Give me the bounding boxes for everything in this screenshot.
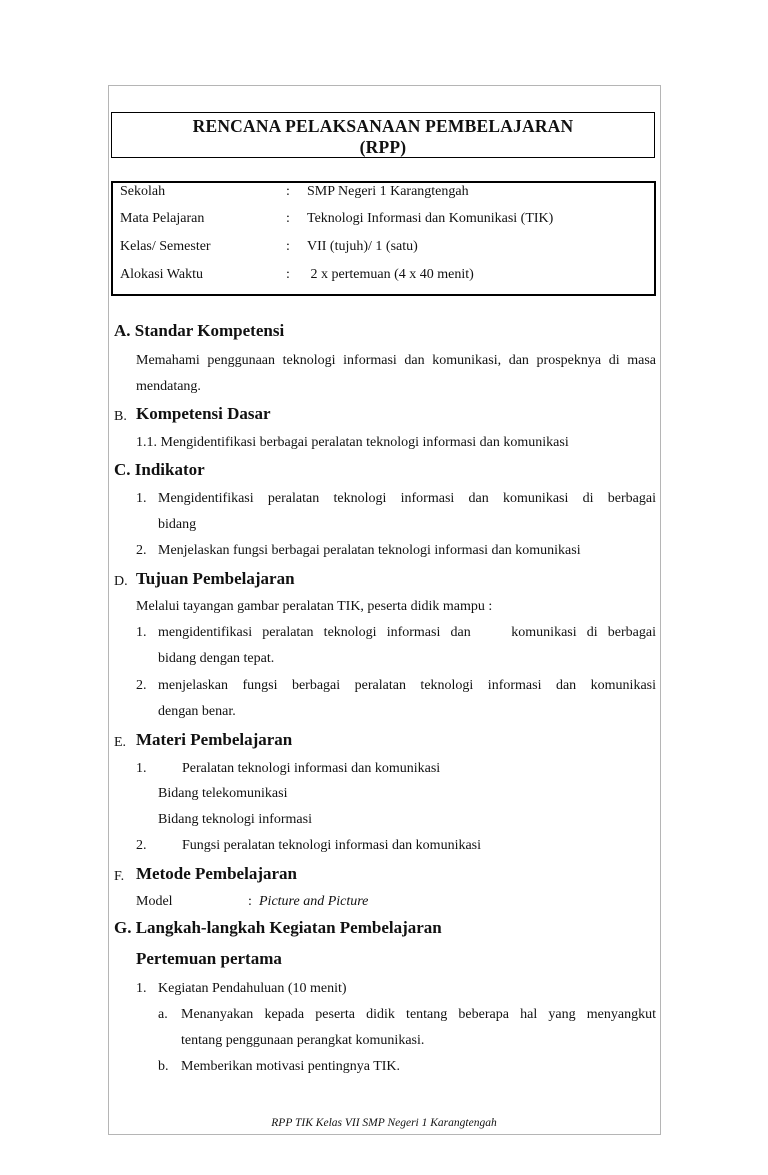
section-e-title: Materi Pembelajaran bbox=[136, 730, 293, 749]
list-text: Kegiatan Pendahuluan (10 menit) bbox=[158, 981, 347, 996]
sub-list-text: Bidang telekomunikasi bbox=[158, 786, 288, 801]
page-footer: RPP TIK Kelas VII SMP Negeri 1 Karangtengah bbox=[271, 1117, 497, 1129]
identity-colon: : bbox=[286, 267, 290, 282]
document-subtitle: (RPP) bbox=[359, 137, 407, 157]
list-number: 2. bbox=[136, 838, 147, 853]
document-title: RENCANA PELAKSANAAN PEMBELAJARAN bbox=[192, 116, 574, 136]
list-text: Fungsi peralatan teknologi informasi dan komunikasi bbox=[182, 838, 482, 853]
list-number: 2. bbox=[136, 678, 147, 693]
section-b-text: 1.1. Mengidentifikasi berbagai peralatan teknologi informasi dan komunikasi bbox=[136, 435, 569, 450]
list-number: 1. bbox=[136, 761, 147, 776]
list-text: bidang dengan tepat. bbox=[158, 651, 275, 666]
section-f-letter: F. bbox=[114, 869, 125, 884]
list-text: mengidentifikasi peralatan teknologi informasi dan komunikasi di berbagai bbox=[158, 625, 656, 640]
identity-label: Sekolah bbox=[120, 184, 166, 199]
section-f-title: Metode Pembelajaran bbox=[136, 864, 297, 883]
identity-colon: : bbox=[286, 239, 290, 254]
section-g-heading: G. Langkah-langkah Kegiatan Pembelajaran bbox=[114, 918, 442, 937]
sub-list-text: Menanyakan kepada peserta didik tentang beberapa hal yang menyangkut bbox=[181, 1007, 656, 1022]
identity-value: Teknologi Informasi dan Komunikasi (TIK) bbox=[307, 211, 554, 226]
sub-list-text: tentang penggunaan perangkat komunikasi. bbox=[181, 1033, 425, 1048]
section-d-title: Tujuan Pembelajaran bbox=[136, 569, 295, 588]
method-label: Model bbox=[136, 894, 173, 909]
identity-label: Mata Pelajaran bbox=[120, 211, 205, 226]
list-text: dengan benar. bbox=[158, 704, 236, 719]
identity-colon: : bbox=[286, 211, 290, 226]
sub-list-text: Bidang teknologi informasi bbox=[158, 812, 312, 827]
list-text: bidang bbox=[158, 517, 197, 532]
meeting-heading: Pertemuan pertama bbox=[136, 949, 282, 968]
list-number: 1. bbox=[136, 981, 147, 996]
list-text: Peralatan teknologi informasi dan komunikasi bbox=[182, 761, 441, 776]
list-text: Mengidentifikasi peralatan teknologi informasi dan komunikasi di berbagai bbox=[158, 491, 656, 506]
section-d-intro: Melalui tayangan gambar peralatan TIK, peserta didik mampu : bbox=[136, 599, 493, 614]
identity-label: Alokasi Waktu bbox=[120, 267, 203, 282]
identity-value: 2 x pertemuan (4 x 40 menit) bbox=[307, 267, 474, 282]
identity-label: Kelas/ Semester bbox=[120, 239, 211, 254]
list-number: 1. bbox=[136, 625, 147, 640]
list-text: Menjelaskan fungsi berbagai peralatan teknologi informasi dan komunikasi bbox=[158, 543, 581, 558]
method-colon: : bbox=[248, 894, 252, 909]
method-value: Picture and Picture bbox=[259, 894, 369, 909]
identity-value: SMP Negeri 1 Karangtengah bbox=[307, 184, 469, 199]
list-number: 1. bbox=[136, 491, 147, 506]
section-a-text: Memahami penggunaan teknologi informasi dan komunikasi, dan prospeknya di masa bbox=[136, 353, 656, 368]
section-c-heading: C. Indikator bbox=[114, 460, 205, 479]
identity-value: VII (tujuh)/ 1 (satu) bbox=[307, 239, 418, 254]
list-text: menjelaskan fungsi berbagai peralatan teknologi informasi dan komunikasi bbox=[158, 678, 656, 693]
section-a-heading: A. Standar Kompetensi bbox=[114, 321, 285, 340]
sub-list-letter: a. bbox=[158, 1007, 168, 1022]
section-e-letter: E. bbox=[114, 735, 127, 750]
section-b-title: Kompetensi Dasar bbox=[136, 404, 271, 423]
identity-colon: : bbox=[286, 184, 290, 199]
list-number: 2. bbox=[136, 543, 147, 558]
section-b-letter: B. bbox=[114, 409, 127, 424]
sub-list-letter: b. bbox=[158, 1059, 169, 1074]
title-box bbox=[111, 112, 655, 158]
section-a-text: mendatang. bbox=[136, 379, 201, 394]
section-d-letter: D. bbox=[114, 574, 128, 589]
sub-list-text: Memberikan motivasi pentingnya TIK. bbox=[181, 1059, 401, 1074]
